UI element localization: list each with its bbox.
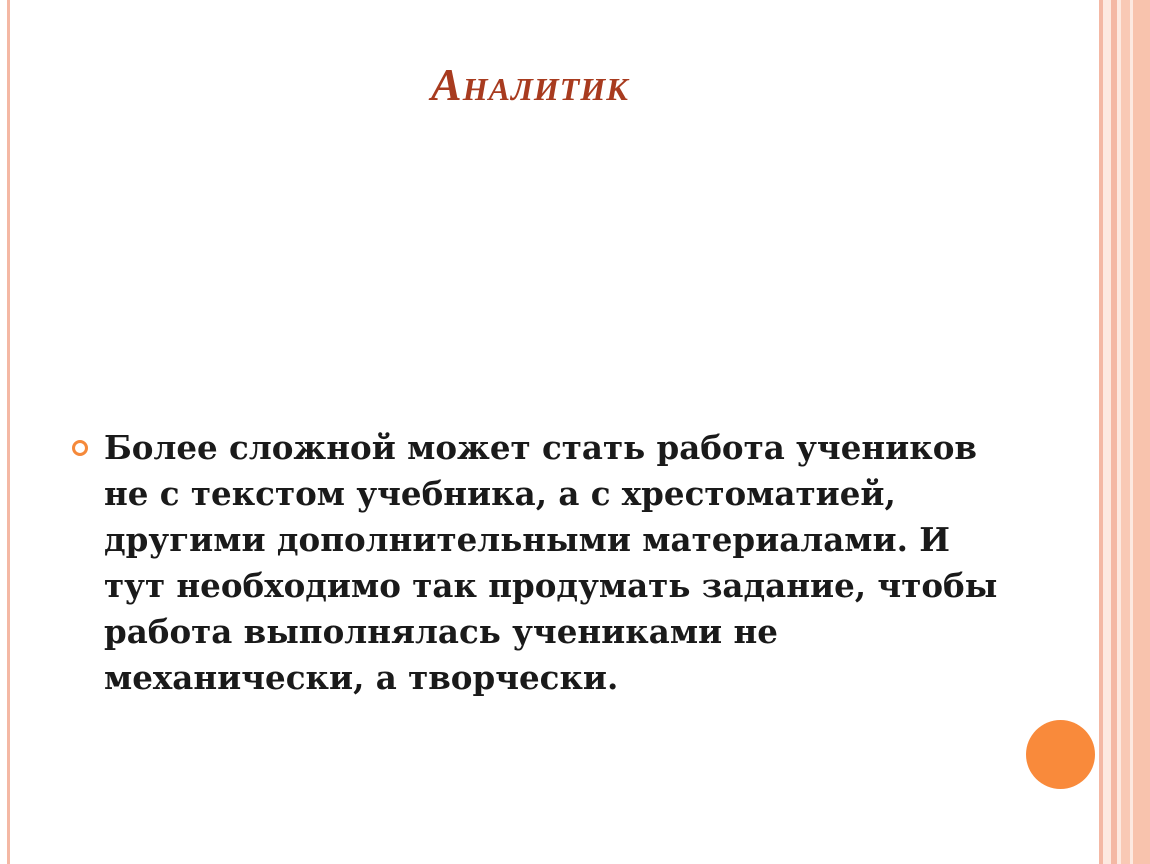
bullet-item xyxy=(68,425,998,701)
orange-circle-decoration xyxy=(1026,720,1095,789)
decorative-stripe xyxy=(1133,0,1150,864)
decorative-stripe xyxy=(1103,0,1111,864)
slide-title: Аналитик xyxy=(431,59,629,110)
bullet-text: Более сложной может стать работа учеников не с текстом учебника, а с хрестоматией, другими дополнительными материалами. И тут необходимо так продумать задание, чтобы работа выполнялась учениками не механически, а творчески. xyxy=(104,428,998,697)
slide-left-border xyxy=(7,0,10,864)
bullet-circle-icon xyxy=(72,440,88,456)
decorative-stripe xyxy=(1121,0,1130,864)
